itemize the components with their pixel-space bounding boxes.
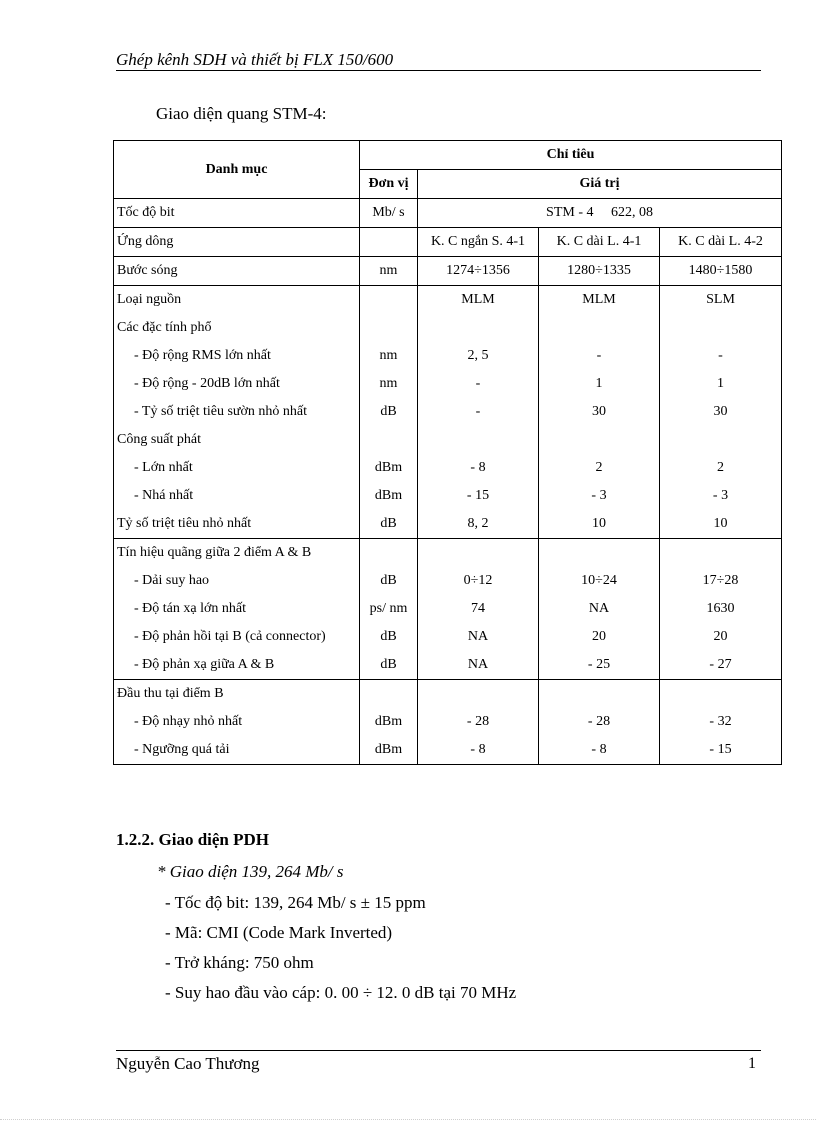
row-label: - Độ rộng - 20dB lớn nhất — [114, 370, 360, 398]
table-row — [114, 199, 782, 228]
row-value: 74 — [418, 595, 539, 623]
row-label: - Độ nhạy nhỏ nhất — [114, 708, 360, 736]
row-unit — [360, 286, 418, 315]
table-row — [114, 228, 782, 257]
row-label: - Độ phản hồi tại B (cả connector) — [114, 623, 360, 651]
table-row — [114, 595, 782, 623]
row-label: Ứng dông — [114, 228, 360, 257]
running-header: Ghép kênh SDH và thiết bị FLX 150/600 — [116, 50, 394, 69]
row-unit: nm — [360, 257, 418, 286]
row-value: - 15 — [660, 736, 782, 765]
row-value: 30 — [660, 398, 782, 426]
page-number: 1 — [748, 1055, 756, 1072]
table-row — [114, 398, 782, 426]
row-label: Các đặc tính phổ — [114, 314, 360, 342]
row-label: Đầu thu tại điểm B — [114, 680, 360, 709]
row-value: 10÷24 — [539, 567, 660, 595]
row-label: Công suất phát — [114, 426, 360, 454]
row-unit: dB — [360, 398, 418, 426]
footer-divider — [116, 1050, 761, 1051]
header-criteria: Chỉ tiêu — [360, 141, 782, 170]
table-row — [114, 680, 782, 709]
table-row — [114, 510, 782, 539]
row-value — [539, 680, 660, 709]
row-label: - Lớn nhất — [114, 454, 360, 482]
row-value: STM - 4 622, 08 — [418, 199, 782, 228]
table-row — [114, 708, 782, 736]
header-value: Giá trị — [418, 170, 782, 199]
row-value: - 8 — [418, 454, 539, 482]
row-value — [660, 426, 782, 454]
row-value: 1630 — [660, 595, 782, 623]
row-label: Tốc độ bit — [114, 199, 360, 228]
row-value: 17÷28 — [660, 567, 782, 595]
row-value: NA — [418, 623, 539, 651]
table-row — [114, 370, 782, 398]
row-value — [418, 680, 539, 709]
row-label: - Độ rộng RMS lớn nhất — [114, 342, 360, 370]
row-value — [539, 314, 660, 342]
row-value — [660, 539, 782, 568]
row-unit: dB — [360, 623, 418, 651]
row-value: - — [539, 342, 660, 370]
row-value: MLM — [539, 286, 660, 315]
row-unit: dB — [360, 651, 418, 680]
row-value: 8, 2 — [418, 510, 539, 539]
row-unit: nm — [360, 370, 418, 398]
row-label: - Độ phản xạ giữa A & B — [114, 651, 360, 680]
pdh-bullet: - Suy hao đầu vào cáp: 0. 00 ÷ 12. 0 dB tại 70 MHz — [165, 983, 517, 1002]
row-value — [660, 314, 782, 342]
row-value: 2 — [539, 454, 660, 482]
row-value: - — [418, 398, 539, 426]
row-value: K. C dài L. 4-2 — [660, 228, 782, 257]
row-value: - 28 — [539, 708, 660, 736]
row-unit: ps/ nm — [360, 595, 418, 623]
row-value: - 3 — [539, 482, 660, 510]
row-value: 1274÷1356 — [418, 257, 539, 286]
row-value: 1280÷1335 — [539, 257, 660, 286]
row-value: - 28 — [418, 708, 539, 736]
row-label: - Tỷ số triệt tiêu sườn nhỏ nhất — [114, 398, 360, 426]
table-row — [114, 651, 782, 680]
row-value: - 8 — [418, 736, 539, 765]
row-value: - 25 — [539, 651, 660, 680]
row-value: 1480÷1580 — [660, 257, 782, 286]
header-divider — [116, 70, 761, 71]
row-value: 1 — [539, 370, 660, 398]
page-edge-divider — [0, 1119, 816, 1120]
table-row — [114, 426, 782, 454]
row-label: Bước sóng — [114, 257, 360, 286]
row-value — [418, 426, 539, 454]
row-value: 2, 5 — [418, 342, 539, 370]
row-value: 1 — [660, 370, 782, 398]
row-unit — [360, 539, 418, 568]
table-row — [114, 736, 782, 765]
table-row — [114, 342, 782, 370]
table-row — [114, 567, 782, 595]
pdh-section-title: 1.2.2. Giao diện PDH — [116, 830, 270, 849]
row-label: Tỷ số triệt tiêu nhỏ nhất — [114, 510, 360, 539]
pdh-bullet: - Trở kháng: 750 ohm — [165, 953, 314, 972]
row-value — [418, 539, 539, 568]
row-value: 20 — [660, 623, 782, 651]
row-unit: dBm — [360, 454, 418, 482]
table-row — [114, 623, 782, 651]
row-label: - Nhá nhất — [114, 482, 360, 510]
row-value: - 32 — [660, 708, 782, 736]
row-value: - 15 — [418, 482, 539, 510]
row-value: - 27 — [660, 651, 782, 680]
row-value: - — [418, 370, 539, 398]
table-row — [114, 454, 782, 482]
row-label: Tín hiệu quãng giữa 2 điểm A & B — [114, 539, 360, 568]
row-unit — [360, 228, 418, 257]
row-value — [418, 314, 539, 342]
header-category: Danh mục — [114, 141, 360, 199]
row-value: - — [660, 342, 782, 370]
row-value — [660, 680, 782, 709]
row-value: SLM — [660, 286, 782, 315]
section-title: Giao diện quang STM-4: — [156, 104, 327, 123]
row-label: Loại nguồn — [114, 286, 360, 315]
row-unit — [360, 314, 418, 342]
row-unit: dB — [360, 510, 418, 539]
row-value: 30 — [539, 398, 660, 426]
row-unit: dBm — [360, 482, 418, 510]
pdh-bullet: - Mã: CMI (Code Mark Inverted) — [165, 923, 393, 942]
table-row — [114, 257, 782, 286]
row-label: - Ngưỡng quá tải — [114, 736, 360, 765]
row-value: NA — [418, 651, 539, 680]
header-unit: Đơn vị — [360, 170, 418, 199]
row-unit: dBm — [360, 708, 418, 736]
row-label: - Độ tán xạ lớn nhất — [114, 595, 360, 623]
row-label: - Dải suy hao — [114, 567, 360, 595]
row-value: 0÷12 — [418, 567, 539, 595]
row-value: MLM — [418, 286, 539, 315]
table-row — [114, 482, 782, 510]
pdh-subtitle: * Giao diện 139, 264 Mb/ s — [157, 862, 344, 881]
row-value: 10 — [539, 510, 660, 539]
footer-author: Nguyễn Cao Thương — [116, 1054, 260, 1073]
row-unit — [360, 426, 418, 454]
row-value: NA — [539, 595, 660, 623]
row-value — [539, 539, 660, 568]
row-value: K. C ngắn S. 4-1 — [418, 228, 539, 257]
row-value: 10 — [660, 510, 782, 539]
row-unit — [360, 680, 418, 709]
row-value: 2 — [660, 454, 782, 482]
table-row — [114, 286, 782, 315]
row-unit: nm — [360, 342, 418, 370]
row-unit: dBm — [360, 736, 418, 765]
row-value: 20 — [539, 623, 660, 651]
row-unit: Mb/ s — [360, 199, 418, 228]
stm4-spec-table — [113, 140, 782, 765]
table-row — [114, 314, 782, 342]
row-value: K. C dài L. 4-1 — [539, 228, 660, 257]
pdh-bullet: - Tốc độ bit: 139, 264 Mb/ s ± 15 ppm — [165, 893, 426, 912]
row-value — [539, 426, 660, 454]
row-unit: dB — [360, 567, 418, 595]
table-row — [114, 539, 782, 568]
row-value: - 3 — [660, 482, 782, 510]
row-value: - 8 — [539, 736, 660, 765]
